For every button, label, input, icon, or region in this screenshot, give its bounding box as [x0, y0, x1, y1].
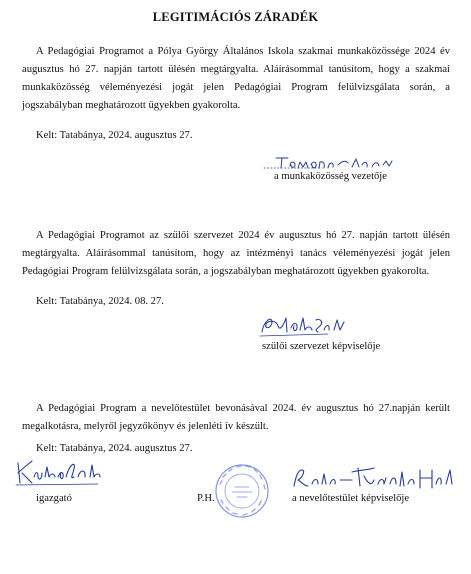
- section-3-paragraph: [22, 400, 450, 436]
- section-2-paragraph: [22, 227, 450, 281]
- section-1-date: Kelt: Tatabánya, 2024. augusztus 27.: [36, 130, 193, 141]
- section-2-signature: [258, 308, 358, 342]
- section-1-paragraph: [22, 43, 450, 115]
- staff-representative-signature: [290, 462, 460, 492]
- document-title: LEGITIMÁCIÓS ZÁRADÉK: [152, 10, 319, 24]
- section-3-text: A Pedagógiai Program a nevelőtestület bevonásával 2024. év augusztus hó 27.napján került megalkotásra, melyről jegyzőkönyv és jelenléti ív készült.: [22, 403, 450, 432]
- section-2-text: A Pedagógiai Programot az szülői szervezet 2024 év augusztus hó 27. napján tartott ülésén megtárgyalta. Aláírásommal tanúsítom, hogy az intézményi tanács véleményezési jogát jelen Pedagógiai Program felülvizsgálata során, a jogszabályban meghatározott ügyekben gyakorolta.: [22, 230, 450, 277]
- principal-role: igazgató: [36, 493, 72, 504]
- section-3-date: Kelt: Tatabánya, 2024. augusztus 27.: [36, 443, 193, 454]
- section-1-signer-role: a munkaközösség vezetője: [274, 171, 387, 182]
- school-stamp: [213, 462, 271, 520]
- section-2-signer-role: szülői szervezet képviselője: [262, 341, 381, 352]
- section-2-date: Kelt: Tatabánya, 2024. 08. 27.: [36, 296, 164, 307]
- section-1-text: A Pedagógiai Programot a Pólya György Általános Iskola szakmai munkaközössége 2024 év augusztus hó 27. napján tartott ülésén megtárgyalta. Aláírásommal tanúsítom, hogy a szakmai munkaközösség véleményezési jogát jelen Pedagógiai Program felülvizsgálata során, a jogszabályban meghatározott ügyekben gyakorolta.: [22, 46, 450, 111]
- staff-representative-role: a nevelőtestület képviselője: [292, 493, 410, 504]
- stamp-placeholder-label: P.H.: [197, 493, 215, 504]
- principal-signature: [14, 455, 104, 487]
